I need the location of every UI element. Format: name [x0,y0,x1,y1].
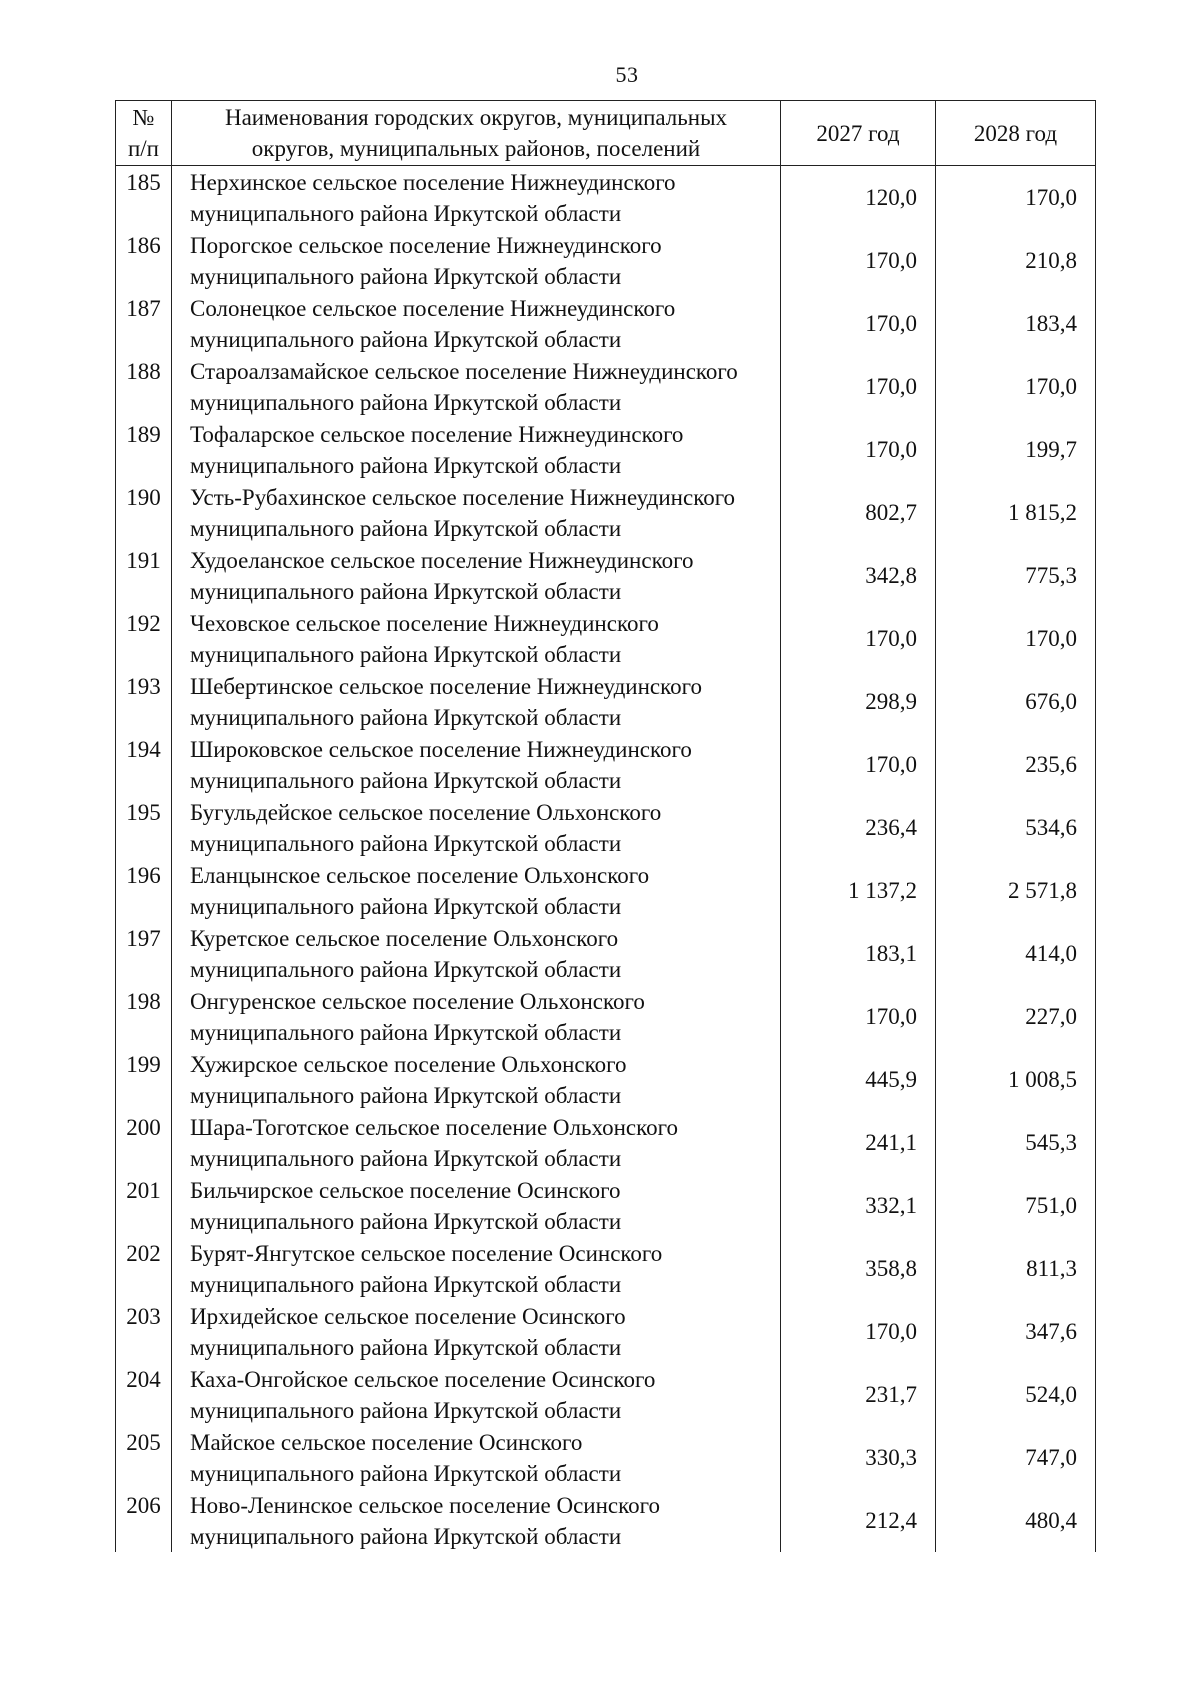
table-row [116,1111,1096,1174]
row-name-line2: муниципального района Иркутской области [190,516,622,541]
row-name-line1: Бурят-Янгутское сельское поселение Осинского [190,1241,663,1266]
table-row [116,1237,1096,1300]
table-row [116,1048,1096,1111]
row-value-2028: 534,6 [936,796,1096,859]
table-row [116,733,1096,796]
row-value-2027: 170,0 [781,1300,936,1363]
row-name-line2: муниципального района Иркутской области [190,579,622,604]
row-value-2027: 231,7 [781,1363,936,1426]
row-name [172,733,781,796]
row-value-2028: 170,0 [936,355,1096,418]
row-value-2027: 170,0 [781,607,936,670]
row-name-line1: Онгуренское сельское поселение Ольхонского [190,989,645,1014]
row-value-2027: 170,0 [781,292,936,355]
table-row [116,859,1096,922]
row-name-line2: муниципального района Иркутской области [190,453,622,478]
row-value-2027: 358,8 [781,1237,936,1300]
row-name [172,1363,781,1426]
row-name [172,1300,781,1363]
row-value-2028: 414,0 [936,922,1096,985]
table-body [116,166,1096,1553]
row-value-2028: 480,4 [936,1489,1096,1552]
row-name-line2: муниципального района Иркутской области [190,1461,622,1486]
row-name [172,1237,781,1300]
row-name-line1: Майское сельское поселение Осинского [190,1430,583,1455]
row-name-line1: Солонецкое сельское поселение Нижнеудинского [190,296,676,321]
row-number: 189 [116,418,172,481]
row-name-line1: Усть-Рубахинское сельское поселение Нижнеудинского [190,485,736,510]
row-number: 190 [116,481,172,544]
row-name-line2: муниципального района Иркутской области [190,642,622,667]
row-name-line1: Чеховское сельское поселение Нижнеудинского [190,611,659,636]
row-name [172,292,781,355]
row-value-2027: 183,1 [781,922,936,985]
table-row [116,1426,1096,1489]
row-name [172,544,781,607]
row-value-2027: 445,9 [781,1048,936,1111]
row-value-2028: 545,3 [936,1111,1096,1174]
row-name-line1: Широковское сельское поселение Нижнеудинского [190,737,692,762]
table-row [116,922,1096,985]
row-value-2028: 183,4 [936,292,1096,355]
row-name-line1: Порогское сельское поселение Нижнеудинского [190,233,662,258]
row-name-line2: муниципального района Иркутской области [190,390,622,415]
row-name [172,355,781,418]
row-name [172,922,781,985]
header-year-2027: 2027 год [781,101,936,166]
row-name [172,1426,781,1489]
header-name-line2: округов, муниципальных районов, поселений [251,136,701,161]
row-name-line2: муниципального района Иркутской области [190,1209,622,1234]
row-name [172,607,781,670]
row-name [172,418,781,481]
row-name [172,1048,781,1111]
row-number: 192 [116,607,172,670]
table-row [116,1363,1096,1426]
page-number: 53 [615,62,639,87]
row-name-line2: муниципального района Иркутской области [190,705,622,730]
table-row [116,796,1096,859]
row-value-2028: 170,0 [936,607,1096,670]
row-value-2028: 811,3 [936,1237,1096,1300]
row-value-2028: 2 571,8 [936,859,1096,922]
row-name-line1: Хужирское сельское поселение Ольхонского [190,1052,627,1077]
row-number: 205 [116,1426,172,1489]
table-row [116,1300,1096,1363]
row-value-2027: 212,4 [781,1489,936,1552]
row-name-line2: муниципального района Иркутской области [190,327,622,352]
row-value-2027: 342,8 [781,544,936,607]
row-name [172,985,781,1048]
row-name-line2: муниципального района Иркутской области [190,201,622,226]
header-name [172,101,781,166]
row-number: 198 [116,985,172,1048]
row-name [172,670,781,733]
row-name [172,1174,781,1237]
row-number: 193 [116,670,172,733]
row-number: 188 [116,355,172,418]
row-value-2027: 120,0 [781,166,936,230]
row-name-line1: Староалзамайское сельское поселение Нижнеудинского [190,359,738,384]
row-value-2028: 1 815,2 [936,481,1096,544]
row-name-line1: Бильчирское сельское поселение Осинского [190,1178,621,1203]
table-row [116,166,1096,230]
row-number: 200 [116,1111,172,1174]
table-row [116,229,1096,292]
header-number [116,101,172,166]
row-name-line1: Худоеланское сельское поселение Нижнеудинского [190,548,694,573]
row-value-2028: 775,3 [936,544,1096,607]
row-name-line2: муниципального района Иркутской области [190,1272,622,1297]
row-name-line2: муниципального района Иркутской области [190,1020,622,1045]
row-value-2027: 170,0 [781,733,936,796]
row-value-2027: 802,7 [781,481,936,544]
table-row [116,670,1096,733]
row-name-line2: муниципального района Иркутской области [190,894,622,919]
row-value-2027: 330,3 [781,1426,936,1489]
row-value-2027: 241,1 [781,1111,936,1174]
budget-table [115,100,1096,1552]
row-value-2028: 235,6 [936,733,1096,796]
row-name-line1: Тофаларское сельское поселение Нижнеудинского [190,422,684,447]
row-number: 199 [116,1048,172,1111]
row-number: 185 [116,166,172,230]
row-name-line1: Шара-Тоготское сельское поселение Ольхонского [190,1115,678,1140]
row-number: 197 [116,922,172,985]
table-row [116,292,1096,355]
row-value-2027: 170,0 [781,418,936,481]
row-value-2027: 170,0 [781,355,936,418]
row-name-line1: Нерхинское сельское поселение Нижнеудинского [190,170,676,195]
row-name-line1: Еланцынское сельское поселение Ольхонского [190,863,650,888]
header-name-line1: Наименования городских округов, муниципальных [224,105,728,130]
row-name-line1: Куретское сельское поселение Ольхонского [190,926,619,951]
row-value-2027: 332,1 [781,1174,936,1237]
table-row [116,355,1096,418]
row-value-2028: 747,0 [936,1426,1096,1489]
row-name-line2: муниципального района Иркутской области [190,1524,622,1549]
table-row [116,481,1096,544]
row-value-2028: 1 008,5 [936,1048,1096,1111]
table-row [116,1174,1096,1237]
row-value-2028: 210,8 [936,229,1096,292]
table-row [116,544,1096,607]
row-name [172,859,781,922]
row-value-2028: 170,0 [936,166,1096,230]
row-name-line2: муниципального района Иркутской области [190,831,622,856]
header-number-line1: № [132,105,155,130]
row-name-line2: муниципального района Иркутской области [190,768,622,793]
row-number: 204 [116,1363,172,1426]
row-name [172,166,781,230]
row-name [172,796,781,859]
row-name-line2: муниципального района Иркутской области [190,1083,622,1108]
row-value-2028: 227,0 [936,985,1096,1048]
row-name-line1: Каха-Онгойское сельское поселение Осинского [190,1367,656,1392]
row-name-line2: муниципального района Иркутской области [190,264,622,289]
row-name-line2: муниципального района Иркутской области [190,957,622,982]
header-number-line2: п/п [127,136,159,161]
table-row [116,418,1096,481]
header-year-2028: 2028 год [936,101,1096,166]
row-number: 191 [116,544,172,607]
row-name [172,481,781,544]
row-name-line1: Бугульдейское сельское поселение Ольхонского [190,800,662,825]
row-name [172,1489,781,1552]
table-row [116,607,1096,670]
row-value-2027: 236,4 [781,796,936,859]
row-name [172,229,781,292]
row-value-2028: 199,7 [936,418,1096,481]
table-header [116,101,1096,166]
row-number: 203 [116,1300,172,1363]
row-name-line1: Ново-Ленинское сельское поселение Осинского [190,1493,660,1518]
row-name [172,1111,781,1174]
row-value-2027: 1 137,2 [781,859,936,922]
row-number: 195 [116,796,172,859]
row-number: 187 [116,292,172,355]
row-value-2028: 524,0 [936,1363,1096,1426]
row-number: 201 [116,1174,172,1237]
row-name-line1: Ирхидейское сельское поселение Осинского [190,1304,626,1329]
row-number: 206 [116,1489,172,1552]
row-value-2027: 170,0 [781,985,936,1048]
row-number: 196 [116,859,172,922]
row-value-2027: 170,0 [781,229,936,292]
table-row [116,985,1096,1048]
row-number: 202 [116,1237,172,1300]
row-name-line2: муниципального района Иркутской области [190,1335,622,1360]
row-value-2028: 751,0 [936,1174,1096,1237]
row-name-line1: Шебертинское сельское поселение Нижнеудинского [190,674,702,699]
table-row [116,1489,1096,1552]
row-value-2027: 298,9 [781,670,936,733]
row-value-2028: 676,0 [936,670,1096,733]
row-number: 194 [116,733,172,796]
row-number: 186 [116,229,172,292]
row-value-2028: 347,6 [936,1300,1096,1363]
row-name-line2: муниципального района Иркутской области [190,1398,622,1423]
row-name-line2: муниципального района Иркутской области [190,1146,622,1171]
